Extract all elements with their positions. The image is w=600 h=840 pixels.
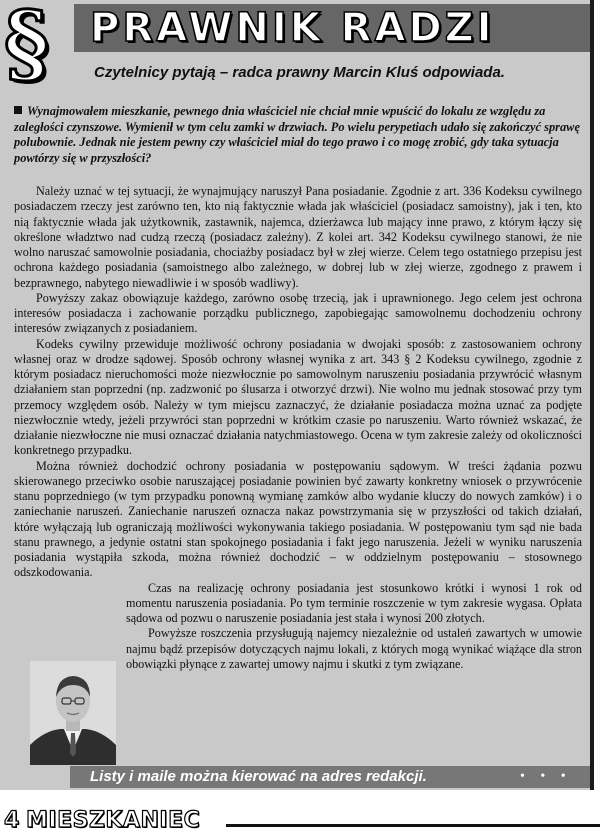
portrait-image (30, 661, 116, 765)
contact-note: Listy i maile można kierować na adres redakcji. (90, 768, 427, 785)
answer-paragraph: Należy uznać w tej sytuacji, że wynajmujący naruszył Pana posiadanie. Zgodnie z art. 336 Kodeksu cywilnego posiadaczem rzeczy jest zarówno ten, kto nią faktycznie włada jak właściciel (posiadacz samoistny), jak i ten, kto nią faktycznie włada jak użytkownik, zastawnik, najemca, dzierżawca lub mający inne prawo, z którym łączy się określone władztwo nad cudzą rzeczą (posiadacz zależny). Z kolei art. 342 Kodeksu cywilnego stanowi, że nie wolno naruszać samowolnie posiadania, chociażby posiadacz był w złej wierze. Celem tego ostatniego przepisu jest ochrona każdego posiadania (samoistnego albo zależnego, w dobrej lub w złej wierze, zgodnego z prawem i bezprawnego, nabytego niewadliwie i w sposób wadliwy). (14, 184, 582, 290)
author-photo (30, 661, 116, 765)
decorative-dots: • • • • • (520, 769, 572, 804)
column-title: PRAWNIK RADZI (90, 5, 495, 51)
answer-paragraph: Czas na realizację ochrony posiadania jest stosunkowo krótki i wynosi 1 rok od momentu naruszenia posiadania. Po tym terminie roszczenie w tym zakresie wygasa. Opłata sądowa od pozwu o naruszenie posiadania jest stała i wynosi 200 złotych. (126, 580, 582, 625)
answer-paragraph: Kodeks cywilny przewiduje możliwość ochrony posiadania w dwojaki sposób: z zastosowaniem ochrony własnej oraz w drodze sądowej. Sposób ochrony własnej wynika z art. 343 § 2 Kodeksu cywilnego, zgodnie z którym posiadacz nieruchomości może niezwłocznie po samowolnym naruszeniu posiadania przywrócić własnym działaniem stan poprzedni (np. zadzwonić po ślusarza i otworzyć drzwi). Nie wolno mu jednak stosować przy tym przemocy względem osób. Należy w tym miejscu zaznaczyć, że działanie posiadacza można uznać za podjęte niezwłocznie wtedy, jeżeli przywróci stan poprzedni w krótkim czasie po naruszeniu. Warto również wskazać, że działanie niezwłoczne nie musi oznaczać działania natychmiastowego. Ocena w tym zakresie zależy od okoliczności konkretnego przypadku. (14, 336, 582, 458)
page-footer (0, 806, 600, 836)
footer-rule (226, 824, 600, 827)
reader-question (14, 104, 582, 166)
column-subtitle: Czytelnicy pytają – radca prawny Marcin Kluś odpowiada. (94, 64, 505, 81)
answer-paragraph: Można również dochodzić ochrony posiadania w postępowaniu sądowym. W treści żądania pozwu skierowanego przeciwko osobie naruszającej posiadanie powinien być zawarty konkretny wniosek o przywrócenie stanu poprzedniego (w tym przypadku ponowną wymianę zamków albo wydanie kluczy do nowych zamków) i o zaniechanie naruszeń. Zaniechanie naruszeń oznacza nakaz powstrzymania się w przyszłości od takich działań, które wyłączają lub ograniczają możliwości wykonywania takiego posiadania. W postępowaniu tym sąd nie bada stanu prawnego, a jedynie ostatni stan spokojnego posiadania i fakt jego naruszenia. Jeżeli w wyniku naruszenia posiadania wystąpiła szkoda, można również dochodzić – w oddzielnym postępowaniu – stosownego odszkodowania. (14, 458, 582, 580)
answer-paragraph: Powyższy zakaz obowiązuje każdego, zarówno osobę trzecią, jak i uprawnionego. Jego celem jest ochrona interesów posiadacza i zachowanie porządku publicznego, zapobiegając samowolnemu dochodzeniu ochrony interesów związanych z posiadaniem. (14, 290, 582, 336)
magazine-name: MIESZKANIEC (26, 808, 201, 833)
answer-paragraph: Powyższe roszczenia przysługują najemcy niezależnie od ustaleń zawartych w umowie najmu bądź przepisów dotyczących najmu lokali, z których mogą wynikać wiążące dla stron obowiązki płynące z zawartej umowy najmu i skutki z tym związane. (126, 626, 582, 671)
page-number: 4 (4, 808, 20, 833)
section-sign-logo: § (4, 0, 49, 94)
answer-body (14, 184, 582, 672)
square-bullet-icon (14, 106, 22, 114)
question-text: Wynajmowałem mieszkanie, pewnego dnia właściciel nie chciał mnie wpuścić do lokalu ze względu za zaległości czynszowe. Wymienił w tym celu zamki w drzwiach. Po wielu perypetiach udało się zakończyć sprawę polubownie. Jednak nie jestem pewny czy właściciel miał do tego prawo i co mogę zrobić, gdy taka sytuacja powtórzy się w przyszłości? (14, 104, 580, 165)
